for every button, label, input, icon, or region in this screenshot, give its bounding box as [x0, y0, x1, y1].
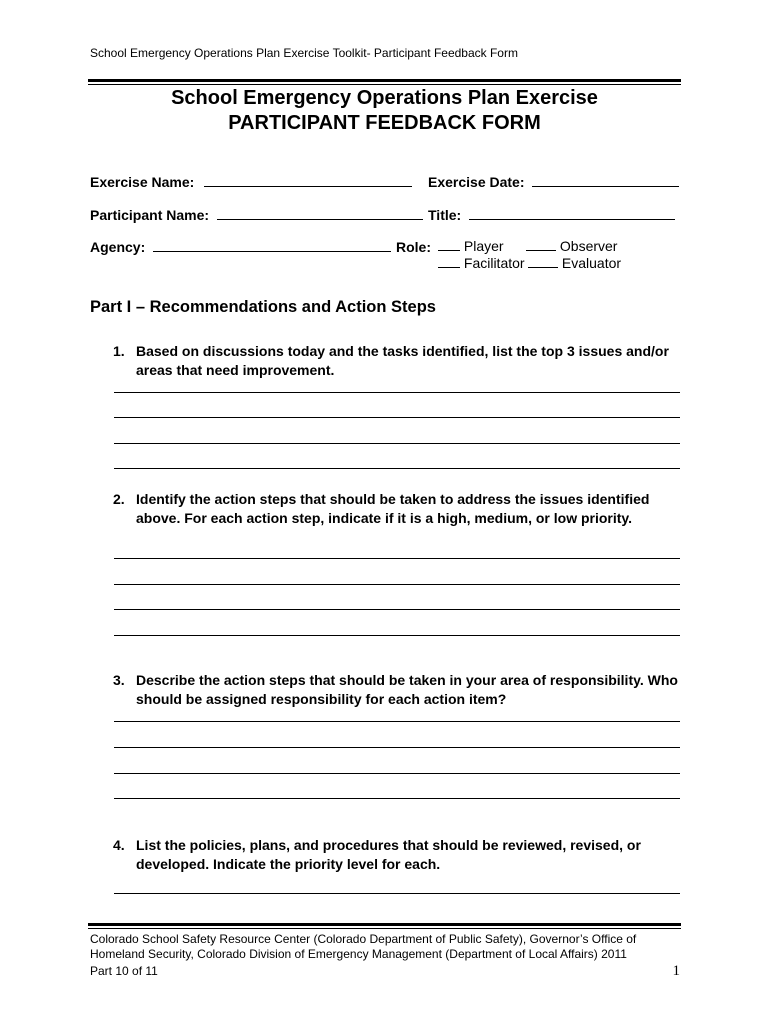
question-number: 1. — [113, 343, 125, 359]
page-number: 1 — [672, 963, 680, 979]
role-option-evaluator[interactable] — [528, 255, 621, 272]
question-text: Describe the action steps that should be taken in your area of responsibility. Who should be assigned responsibility for each action item? — [136, 672, 678, 707]
participant-name-row — [90, 207, 423, 223]
role-evaluator-label: Evaluator — [561, 255, 622, 271]
answer-line[interactable] — [114, 558, 680, 559]
exercise-date-field[interactable] — [532, 174, 679, 187]
answer-line[interactable] — [114, 609, 680, 610]
question-number: 3. — [113, 672, 125, 688]
role-player-blank[interactable] — [438, 238, 460, 251]
footer — [90, 932, 680, 979]
answer-line[interactable] — [114, 417, 680, 418]
participant-name-field[interactable] — [217, 207, 423, 220]
role-option-player[interactable] — [438, 238, 504, 255]
title-label: Title: — [428, 207, 462, 223]
title-row — [428, 207, 675, 223]
agency-label: Agency: — [90, 239, 146, 255]
answer-line[interactable] — [114, 392, 680, 393]
header-rule — [88, 79, 681, 85]
role-observer-blank[interactable] — [526, 238, 556, 251]
role-player-label: Player — [463, 238, 504, 254]
answer-line[interactable] — [114, 773, 680, 774]
role-facilitator-blank[interactable] — [438, 255, 460, 268]
running-header: School Emergency Operations Plan Exercise Toolkit- Participant Feedback Form — [90, 46, 518, 60]
exercise-date-row — [428, 174, 679, 190]
answer-line[interactable] — [114, 798, 680, 799]
exercise-name-field[interactable] — [204, 174, 412, 187]
role-facilitator-label: Facilitator — [463, 255, 525, 271]
footer-part: Part 10 of 11 — [90, 964, 158, 978]
agency-field[interactable] — [153, 239, 391, 252]
answer-line[interactable] — [114, 443, 680, 444]
agency-row — [90, 239, 391, 255]
title-field[interactable] — [469, 207, 675, 220]
answer-line[interactable] — [114, 893, 680, 894]
exercise-name-row — [90, 174, 412, 190]
question-text: List the policies, plans, and procedures that should be reviewed, revised, or developed. Indicate the priority level for each. — [136, 837, 641, 872]
question-3 — [113, 671, 688, 708]
question-number: 4. — [113, 837, 125, 853]
role-evaluator-blank[interactable] — [528, 255, 558, 268]
role-option-observer[interactable] — [526, 238, 617, 255]
question-text: Based on discussions today and the tasks identified, list the top 3 issues and/or areas that need improvement. — [136, 343, 669, 378]
role-observer-label: Observer — [559, 238, 618, 254]
question-2 — [113, 490, 688, 527]
answer-line[interactable] — [114, 635, 680, 636]
question-number: 2. — [113, 491, 125, 507]
role-label: Role: — [396, 239, 431, 255]
participant-name-label: Participant Name: — [90, 207, 210, 223]
question-text: Identify the action steps that should be taken to address the issues identified above. For each action step, indicate if it is a high, medium, or low priority. — [136, 491, 650, 526]
answer-line[interactable] — [114, 747, 680, 748]
section-heading: Part I – Recommendations and Action Steps — [90, 298, 436, 316]
title-line-1: School Emergency Operations Plan Exercise — [171, 87, 598, 109]
footer-org-line: Colorado School Safety Resource Center (Colorado Department of Public Safety), Governor’s Office of Homeland Security, Colorado Division of Emergency Management (Department of Local Affairs) 2011 — [90, 932, 637, 961]
exercise-date-label: Exercise Date: — [428, 174, 525, 190]
answer-line[interactable] — [114, 468, 680, 469]
question-1 — [113, 342, 688, 379]
answer-line[interactable] — [114, 584, 680, 585]
title-line-2: PARTICIPANT FEEDBACK FORM — [228, 112, 541, 134]
exercise-name-label: Exercise Name: — [90, 174, 195, 190]
form-title — [88, 86, 681, 136]
role-option-facilitator[interactable] — [438, 255, 525, 272]
answer-line[interactable] — [114, 721, 680, 722]
question-4 — [113, 836, 688, 873]
footer-rule — [88, 923, 681, 929]
